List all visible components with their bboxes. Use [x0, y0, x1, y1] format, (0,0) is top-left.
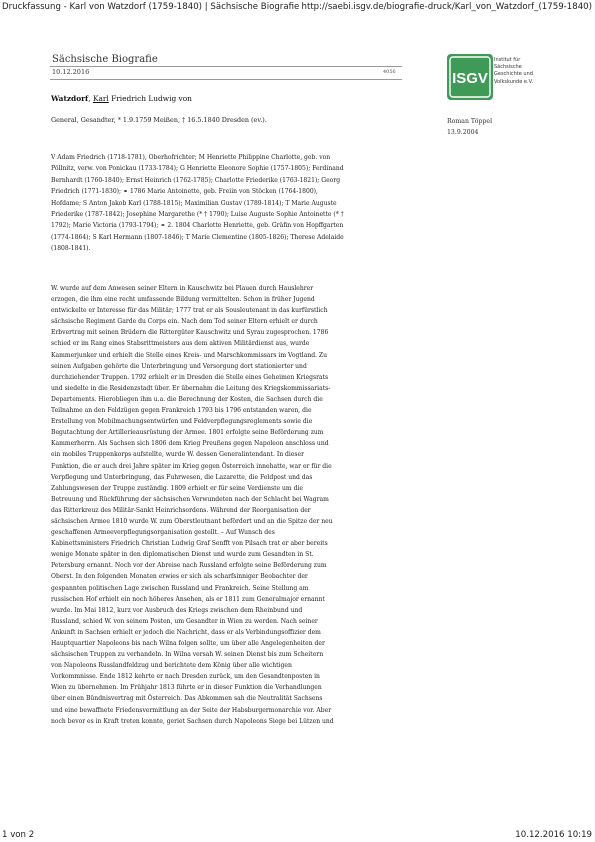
isgv-caption-line: Sächsische — [494, 64, 522, 71]
print-header-title: Druckfassung - Karl von Watzdorf (1759-1840) | Sächsische Biografie — [2, 2, 300, 12]
biography-line: Kabinettsministers Friedrich Christian Ludwig Graf Senfft von Pilsach trat er aber bereits — [51, 540, 328, 548]
biography-line: Erstellung von Mobilmachungsentwürfen und Feldverpflegungsreglements sowie die — [51, 418, 313, 426]
biography-line: Kammerjunker und erhielt die Stelle eines Kreis- und Marschkommissars im Vogtland. Zu — [51, 351, 328, 359]
biography-line: geschaffenen Armeeverpflegungsorganisation gestellt. – Auf Wunsch des — [51, 529, 275, 537]
genealogy-line: (1808-1841). — [51, 245, 91, 253]
genealogy — [51, 152, 396, 255]
person-given-rest: Friedrich Ludwig von — [108, 94, 192, 103]
biography-line: ein mobiles Truppenkorps aufstellte, wurde W. dessen Generalintendant. In dieser — [51, 451, 304, 459]
genealogy-line: V Adam Friedrich (1718-1781), Oberhofrichter; M Henriette Philippine Charlotte, geb. von — [51, 154, 331, 161]
genealogy-line: Bernhardt (1760-1840); Ernst Heinrich (1762-1785); Charlotte Friederike (1763-1821); Georg — [51, 176, 341, 184]
biography-line: Kammerherrn. Als Sachsen sich 1806 dem Krieg Preußens gegen Napoleon anschloss und — [51, 440, 329, 448]
biography-line: Erbvertrag mit seinen Brüdern die Rittergüter Kauschwitz und Syrau zugesprochen. 1786 — [51, 329, 329, 337]
biography-text — [51, 283, 396, 727]
person-name — [51, 94, 192, 103]
genealogy-line: Friedrich (1771-1830); ⚭ 1786 Marie Antoinette, geb. Freiin von Stöcken (1764-1800), — [51, 188, 318, 196]
biography-line: Vorkommnisse. Ende 1812 kehrte er nach Dresden zurück, um den Gesandtenposten in — [51, 673, 320, 681]
biography-line: seinen Aufgaben gehörte die Unterbringung und Versorgung dort stationierter und — [51, 362, 307, 370]
biography-line: russischen Hof erhielt ein noch höheres Ansehen, als er 1811 zum Generalmajor ernannt — [51, 595, 325, 603]
print-header — [0, 0, 595, 16]
biography-line: Russland, schied W. von seinem Posten, um Gesandter in Wien zu werden. Nach seiner — [51, 617, 318, 625]
genealogy-line: Hofdame; S Anton Jakob Karl (1788-1815); Maximilian Gustav (1789-1814); T Marie Auguste — [51, 199, 337, 207]
print-date: 10.12.2016 — [52, 68, 90, 76]
biography-line: W. wurde auf dem Anwesen seiner Eltern in Kauschwitz bei Plauen durch Hauslehrer — [51, 285, 314, 292]
biography-line: Oberst. In den folgenden Monaten erwies er sich als scharfsinniger Beobachter der — [51, 573, 308, 581]
author-block — [447, 116, 492, 138]
title-divider — [50, 66, 402, 67]
biography-line: wenige Monate später in den diplomatischen Dienst und wurde zum Gesandten in St. — [51, 551, 314, 559]
genealogy-line: Pöllnitz, verw. von Ponickau (1733-1784); G Henriette Eleonore Sophie (1757-1805); Ferdinand — [51, 165, 344, 173]
print-footer — [0, 828, 595, 842]
person-given-name-link[interactable]: Karl — [92, 94, 109, 103]
biography-line: Departements. Hierobliegen ihm u.a. die Berechnung der Kosten, die Sachsen durch die — [51, 395, 323, 403]
biography-line: Zahlungswesen der Truppe zuständig. 1809 erhielt er für seine Verdienste um die — [51, 484, 303, 492]
isgv-logo — [447, 54, 493, 100]
isgv-logo-caption — [494, 57, 533, 86]
biography-line: Teilnahme an den Feldzügen gegen Frankreich 1793 bis 1796 entstanden waren, die — [51, 407, 312, 415]
biography-line: durchziehender Truppen. 1792 erhielt er in Dresden die Stelle eines Geheimen Kriegsrats — [51, 373, 329, 381]
biography-line: Begutachtung der Artilleriеausrüstung der Armee. 1801 erfolgte seine Beförderung zum — [51, 429, 324, 437]
biography-line: schied er im Rang eines Stabsrittmeisters aus dem aktiven Militärdienst aus, wurde — [51, 340, 310, 348]
biography-line: Hauptquartier Napoleons bis nach Wilna folgen sollte, um über alle Angelegenheiten der — [51, 640, 325, 647]
isgv-caption-line: Institut für — [494, 57, 521, 63]
biography-line: und siedelte in die Residenzstadt über. Er übernahm die Leitung des Kriegskommissariats- — [51, 384, 331, 392]
biography-line: sächsische Regiment Garde du Corps ein. Nach dem Tod seiner Eltern erhielt er durch — [51, 318, 318, 326]
biography-line: wurde. Im Mai 1812, kurz vor Ausbruch des Kriegs zwischen dem Rheinbund und — [51, 606, 303, 614]
page-counter: 1 von 2 — [2, 830, 35, 840]
biography-line: Wien zu übernehmen. Im Frühjahr 1813 führte er in dieser Funktion die Verhandlungen — [51, 684, 322, 692]
author-name: Roman Töppel — [447, 118, 493, 125]
person-surname: Watzdorf — [51, 94, 89, 103]
site-title: Sächsische Biografie — [52, 54, 158, 65]
isgv-caption-line: Volkskunde e.V. — [494, 78, 533, 85]
biography-line: erzogen, die ihm eine recht umfassende Bildung vermittelten. Schon in früher Jugend — [51, 296, 315, 304]
isgv-logo-text: ISGV — [452, 70, 488, 87]
biography-line: noch bevor es in Kraft treten konnte, geriet Sachsen durch Napoleons Siege bei Lützen und — [51, 717, 334, 725]
genealogy-line: Friederike (1787-1842); Josephine Margarethe (* † 1790); Luise Auguste Sophie Antoinette (* † — [51, 211, 344, 219]
biography-line: Ankunft in Sachsen erhielt er jedoch die Nachricht, dass er als Verbindungsoffizier dem — [51, 628, 321, 636]
biography-line: und eine bewaffnete Friedensvermittlung an der Seite der Habsburgermonarchie vor. Aber — [51, 706, 332, 714]
biography-line: sächsischen Armee 1810 wurde W. zum Oberstleutnant befördert und an die Spitze der neu — [51, 517, 333, 525]
biography-line: gespannten politischen Lage zwischen Russland und Frankreich. Seine Stellung am — [51, 584, 309, 592]
biography-line: sächsischen Truppen zu verhandeln. In Wilna versah W. seinen Dienst bis zum Scheitern — [51, 651, 324, 659]
biography-line: das Ritterkreuz des Militär-Sankt Heinrichsordens. Während der Reorganisation der — [51, 506, 311, 514]
isgv-caption-line: Geschichte und — [494, 71, 533, 78]
biography-line: Petersburg ernannt. Noch vor der Abreise nach Russland erfolgte seine Beförderung zum — [51, 562, 327, 570]
biography-line: Funktion, die er auch drei Jahre später im Krieg gegen Österreich innehatte, war er für die — [51, 462, 332, 470]
genealogy-line: 1792); Marie Victoria (1793-1794); ⚭ 2. 1804 Charlotte Henriette, geb. Gräfin von Hopffgarten — [51, 222, 344, 230]
print-timestamp: 10.12.2016 10:19 — [515, 830, 592, 840]
biography-line: Verpflegung und Unterbringung, das Fuhrwesen, die Lazarette, die Feldpost und das — [51, 473, 313, 481]
page-id: 4056 — [383, 69, 396, 75]
biography-line: von Napoleons Russlandfeldzug und berichtete dem König über alle wichtigen — [51, 662, 292, 670]
date-divider — [50, 79, 402, 80]
genealogy-line: (1774-1864); S Karl Hermann (1807-1846); T Marie Clementine (1805-1826); Therese Adelaide — [51, 233, 344, 241]
person-description: General, Gesandter, * 1.9.1759 Meißen, † 16.5.1840 Dresden (ev.). — [51, 116, 267, 124]
print-header-url: http://saebi.isgv.de/biografie-druck/Karl_von_Watzdorf_(1759-1840) — [301, 2, 592, 12]
biography-line: über einen Bündnisvertrag mit Österreich. Das Abkommen sah die Neutralität Sachsens — [51, 695, 323, 703]
author-date: 13.9.2004 — [447, 129, 479, 136]
biography-line: Betreuung und Rückführung der sächsischen Verwundeten nach der Schlacht bei Wagram — [51, 495, 329, 503]
biography-line: entwickelte er Interesse für das Militär; 1777 trat er als Sousleutenant in das kurfürstlich — [51, 307, 328, 315]
name-separator: , — [88, 94, 93, 103]
